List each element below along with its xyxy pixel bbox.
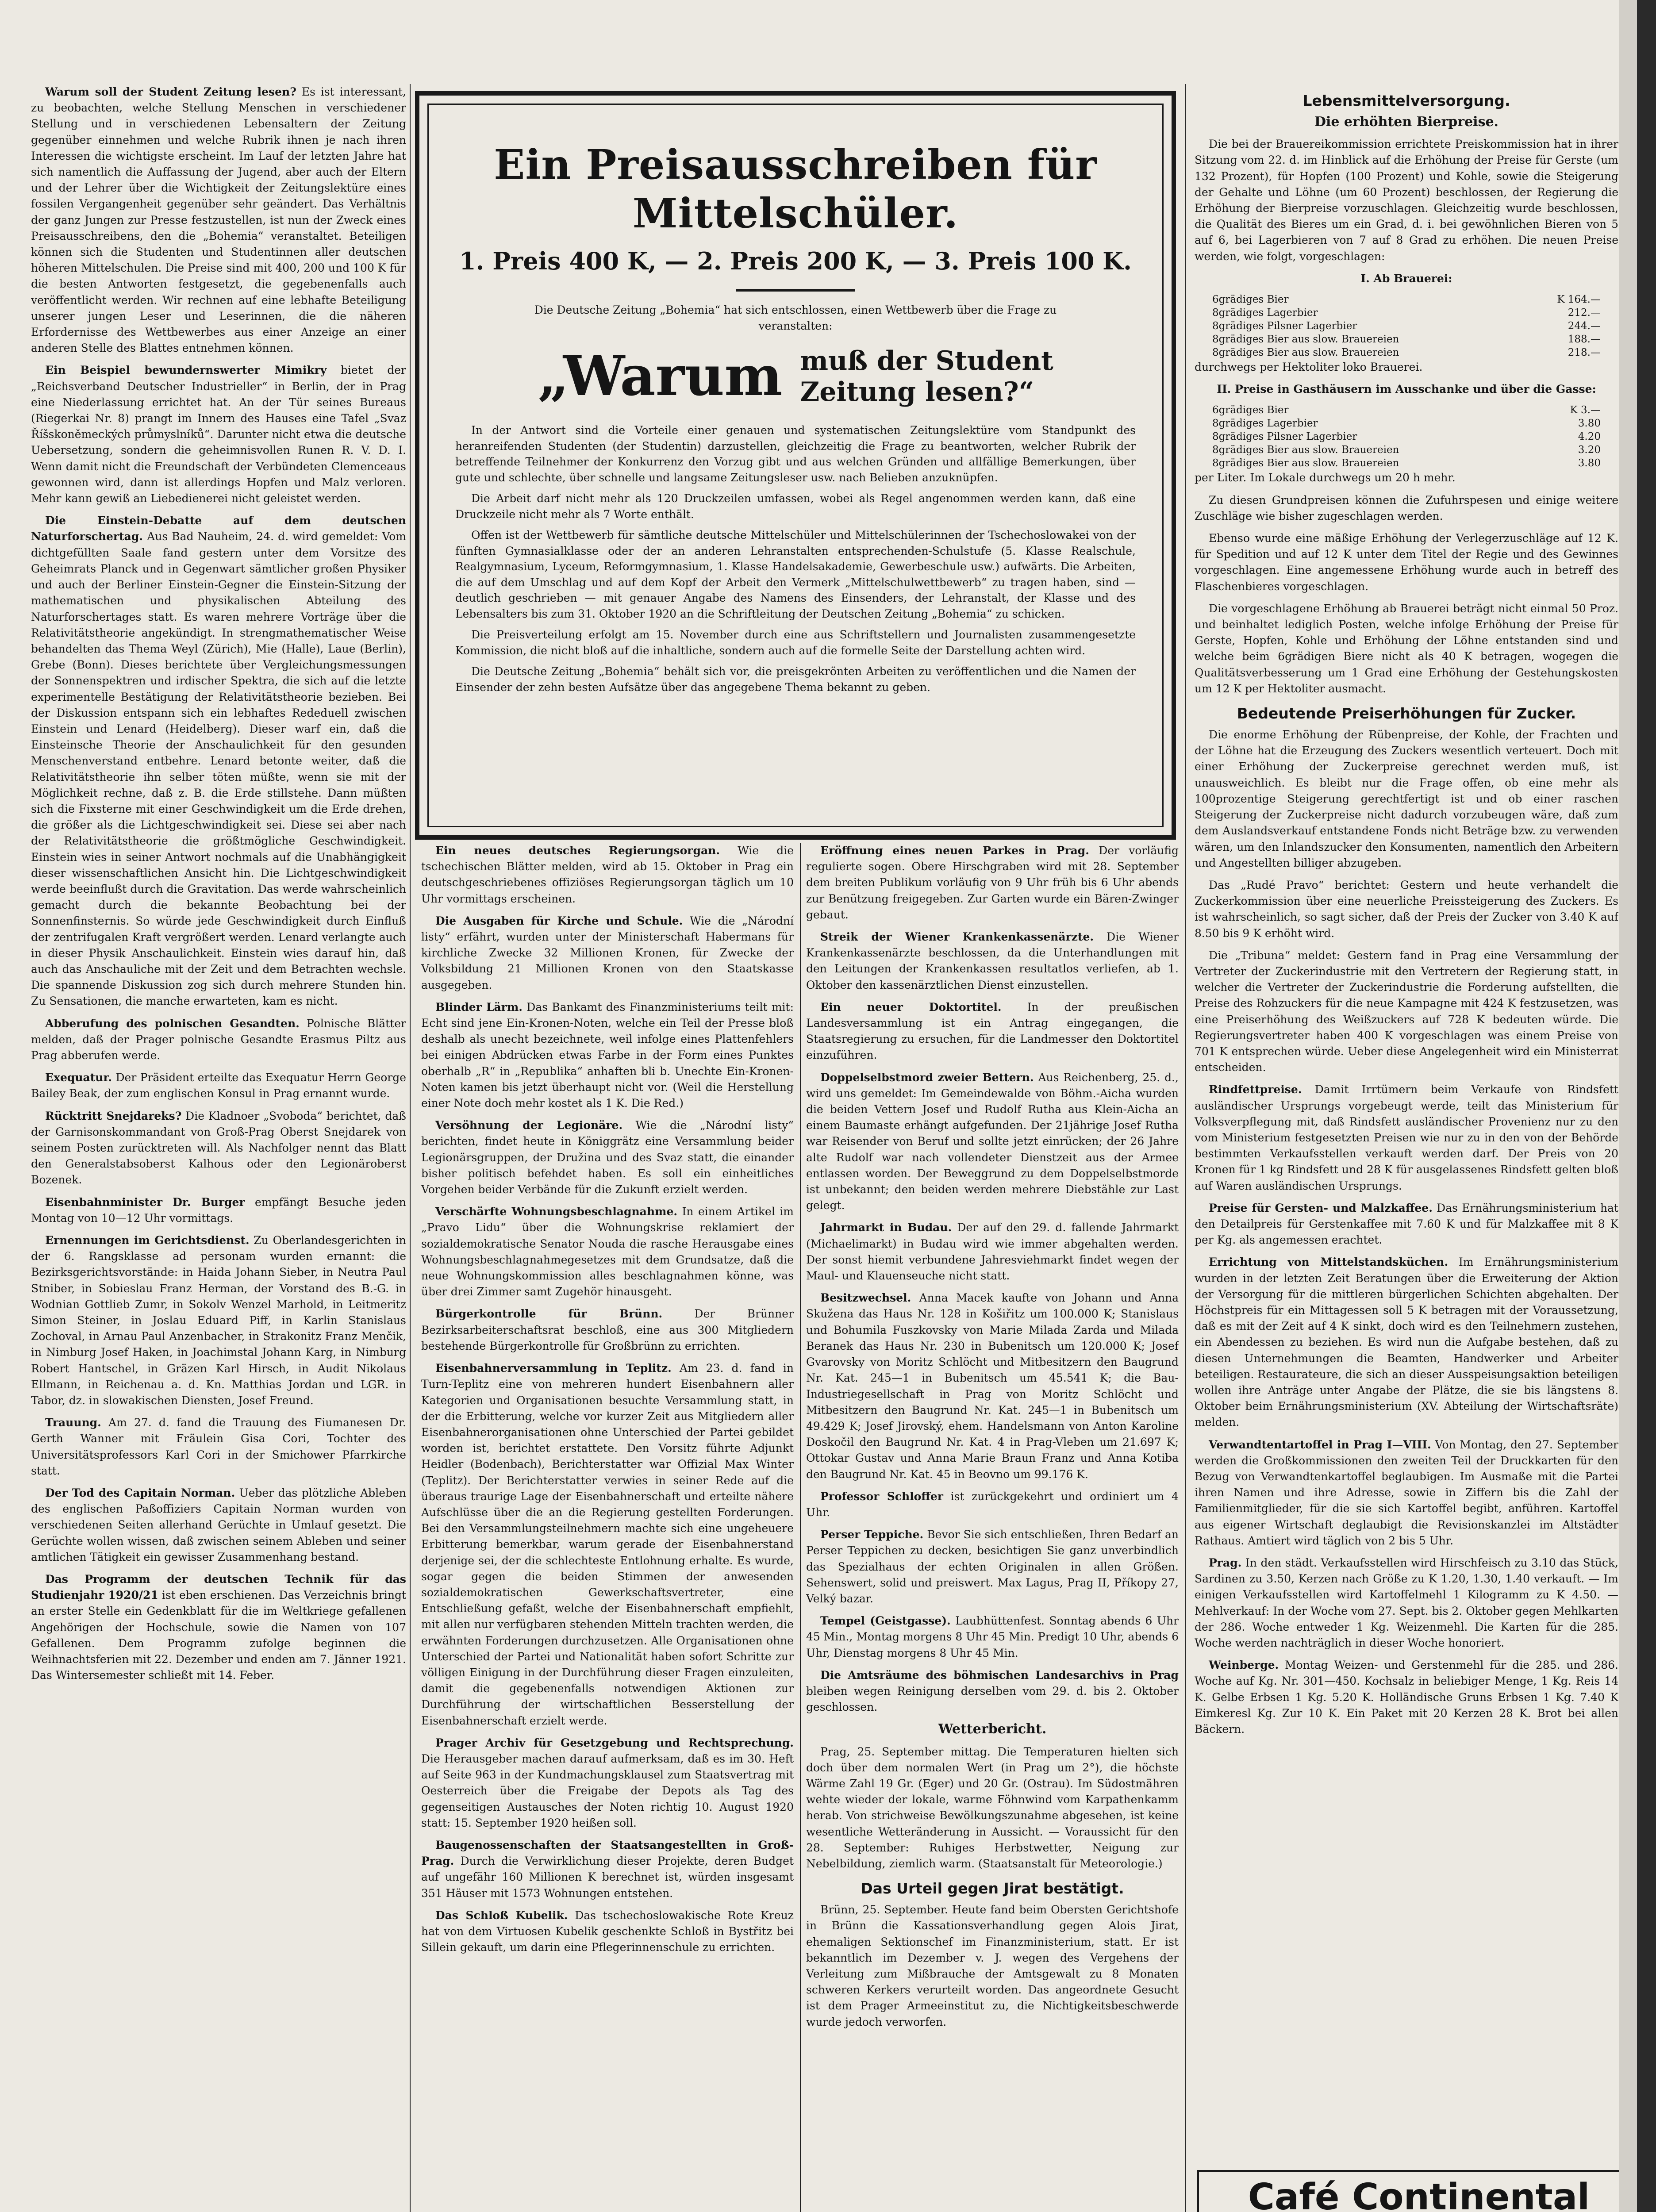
notice-temple: Tempel (Geistgasse). Laubhüttenfest. Sonntag abends 6 Uhr 45 Min., Montag morgens 8 Uhr 45 Min. Predigt 10 Uhr, abends 6 Uhr, Dienstag morgens 8 Uhr 45 Min. xyxy=(806,1614,1179,1659)
article-snejdarek: Rücktritt Snejdareks? Die Kladnoer „Svoboda“ berichtet, daß der Garnisonskommandant von Groß-Prag Oberst Snejdarek von seinem Posten zurücktreten will. Als Nachfolger nennt das Blatt den Generalstabsoberst Kalhous oder den Legionäroberst Bozenek. xyxy=(31,1109,406,1187)
left-column xyxy=(31,84,406,2212)
sugar-heading: Bedeutende Preiserhöhungen für Zucker. xyxy=(1237,705,1576,722)
contest-intro: Die Deutsche Zeitung „Bohemia“ hat sich entschlossen, einen Wettbewerb über die Frage zu veranstalten: xyxy=(534,303,1057,332)
article-exequatur: Exequatur. Der Präsident erteilte das Exequatur Herrn George Bailey Beak, der zum englischen Konsul in Prag ernannt wurde. xyxy=(31,1071,406,1100)
scan-border xyxy=(1637,0,1656,2212)
price-value: K 164.— xyxy=(1557,294,1601,306)
article-beef-fat: Rindfettpreise. Damit Irrtümern beim Verkaufe von Rindsfett ausländischer Ursprungs vorgebeugt werde, teilt das Ministerium für Volksverpflegung mit, daß Rindsfett ausländischer Provenienz nur zu den vom Ministerium festgesetzten Preisen wie nur zu in den von der Behörde bestimmten Verkaufsstellen verkauft werden darf. Der Preis von 20 Kronen für 1 kg Rindsfett und 28 K für ausgelassenes Rindsfett gelten bloß auf Waren ausländischen Ursprungs. xyxy=(1195,1083,1618,1192)
brewery-prices-table xyxy=(1195,293,1618,359)
column-divider xyxy=(1185,84,1186,2212)
contest-question-line1: muß der Student xyxy=(800,346,1053,376)
article-student-reading: Warum soll der Student Zeitung lesen? Es ist interessant, zu beobachten, welche Stellung Menschen in verschiedener Stellung und in verschiedenen Lebensaltern der Zeitung gegenüber einnehmen und welche Rubrik ihnen je nach ihren Interessen die wichtigste erscheint. Im Lauf der letzten Jahre hat sich namentlich die Auffassung der Jugend, aber auch der Eltern und der Lehrer über die Wichtigkeit der Zeitungslektüre eines fossilen Vergangenheit gegenüber sehr geändert. Das Verhältnis der ganz Jungen zur Presse festzustellen, ist nun der Zweck eines Preisausschreibens, den die „Bohemia“ veranstaltet. Beteiligen können sich die Studenten und Studentinnen aller deutschen höheren Mittelschulen. Die Preise sind mit 400, 200 und 100 K für die besten Antworten festgesetzt, die gegebenenfalls auch veröffentlicht werden. Wir rechnen auf eine lebhafte Beteiligung unserer jungen Leser und Leserinnen, die die näheren Erfordernisse des Wettbewerbes aus einer Anzeige an einer anderen Stelle des Blattes entnehmen können. xyxy=(31,85,406,355)
tavern-prices-note: per Liter. Im Lokale durchwegs um 20 h mehr. xyxy=(1195,471,1456,484)
article-double-suicide: Doppelselbstmord zweier Bettern. Aus Reichenberg, 25. d., wird uns gemeldet: Im Gemeindewalde von Böhm.-Aicha wurden die beiden Vettern Josef und Rudolf Rutha aus Klein-Aicha an einem Baumaste erhängt aufgefunden. Der 21jährige Josef Rutha war Reisender von Beruf und sollte jetzt einrücken; der 26 Jahre alte Rudolf war nach vollendeter Dienstzeit aus der Armee entlassen worden. Der Beweggrund zu dem Doppelselbstmorde ist unbekannt; den beiden werden mehrere Diebstähle zur Last gelegt. xyxy=(806,1071,1179,1212)
beer-text-2: Zu diesen Grundpreisen können die Zufuhrspesen und einige weitere Zuschläge wie bisher zugeschlagen werden. xyxy=(1195,493,1618,522)
brewery-prices-note: durchwegs per Hektoliter loko Brauerei. xyxy=(1195,361,1423,374)
price-value: 3.80 xyxy=(1578,457,1601,469)
price-value: 212.— xyxy=(1568,307,1601,319)
article-housing-coops: Baugenossenschaften der Staatsangestellten in Groß-Prag. Durch die Verwirklichung dieser Projekte, deren Budget auf ungefähr 160 Millionen K berechnet ist, würden insgesamt 351 Häuser mit 1573 Wohnungen entstehen. xyxy=(421,1838,794,1900)
price-row xyxy=(1195,319,1618,333)
price-value: 244.— xyxy=(1568,320,1601,332)
beer-text-4: Die vorgeschlagene Erhöhung ab Brauerei beträgt nicht einmal 50 Proz. und beinhaltet lediglich Posten, welche infolge Erhöhung der Preise für Gerste, Hopfen, Kohle und Erhöhung der Löhne entstanden sind und welche beim 6grädigen Biere nicht als 40 K betragen, wogegen die Qualitätsverbesserung um 1 Grad eine Erhöhung der Gestehungskosten um 12 K per Hektoliter ausmacht. xyxy=(1195,602,1618,695)
price-label: 8grädiges Lagerbier xyxy=(1212,418,1318,430)
contest-text-2: Die Arbeit darf nicht mehr als 120 Druckzeilen umfassen, wobei als Regel angenommen werden kann, daß eine Druckzeile nicht mehr als 7 Worte enthält. xyxy=(455,492,1136,521)
contest-separator xyxy=(736,289,855,292)
contest-announcement-box xyxy=(415,91,1176,840)
beer-text-3: Ebenso wurde eine mäßige Erhöhung der Verlegerzuschläge auf 12 K. für Spedition und auf 12 K unter dem Titel der Regie und des Gewinnes vorgeschlagen. Eine angemessene Erhöhung wurde auch in betreff des Flaschenbieres vorgeschlagen. xyxy=(1195,532,1618,593)
contest-title: Ein Preisausschreiben für Mittelschüler. xyxy=(494,141,1097,237)
price-row xyxy=(1195,333,1618,346)
right-column xyxy=(1195,84,1618,2163)
sugar-text-1: Die enorme Erhöhung der Rübenpreise, der Kohle, der Frachten und der Löhne hat die Erzeugung des Zuckers wesentlich verteuert. Doch mit einer Erhöhung der Zuckerpreise gerechnet werden muß, ist unausweichlich. Es bleibt nur die Frage offen, ob eine mehr als 100prozentige Steigerung gerechtfertigt ist und ob einer raschen Steigerung der Zuckerpreise nicht dadurch vorzubeugen wäre, daß zum dem Auslandsverkauf entstandene Fonds nicht Beträge bzw. zu verwenden wären, um den Inlandszucker den Konsumenten, namentlich den Arbeitern und Angestellten billiger abzugeben. xyxy=(1195,728,1618,869)
weather-heading: Wetterbericht. xyxy=(938,1721,1047,1737)
price-row xyxy=(1195,457,1618,470)
article-kubelik-castle: Das Schloß Kubelik. Das tschechoslowakische Rote Kreuz hat von dem Virtuosen Kubelik geschenkte Schloß in Bystřitz bei Sillein gekauft, um darin eine Pflegerinnenschule zu errichten. xyxy=(421,1909,794,1954)
cafe-continental-ad xyxy=(1197,2170,1641,2212)
price-label: 8grädiges Lagerbier xyxy=(1212,307,1318,319)
price-value: 188.— xyxy=(1568,334,1601,346)
article-prague-shops: Prag. In den städt. Verkaufsstellen wird Hirschfeisch zu 3.10 das Stück, Sardinen zu 3.50, Kerzen nach Größe zu K 1.20, 1.30, 1.40 verkauft. — Im einigen Verkaufsstellen wird Kartoffelmehl 1 Kilogramm zu K 4.50. — Mehlverkauf: In der Woche vom 27. Sept. bis 2. Oktober gegen Mehlkarten der 286. Woche entweder 1 Kg. Weizenmehl. Die Karten für die 285. Woche werden nachträglich in dieser Woche honoriert. xyxy=(1195,1556,1618,1650)
column-divider xyxy=(800,843,801,2212)
tavern-prices-title: II. Preise in Gasthäusern im Ausschanke und über die Gasse: xyxy=(1217,383,1596,396)
column-divider xyxy=(410,84,411,2212)
article-fair-budau: Jahrmarkt in Budau. Der auf den 29. d. fallende Jahrmarkt (Michaelimarkt) in Budau wird wie immer abgehalten werden. Der sonst hiemit verbundene Jahresviehmarkt findet wegen der Maul- und Klauenseuche nicht statt. xyxy=(806,1221,1179,1283)
price-row xyxy=(1195,346,1618,359)
article-housing: Verschärfte Wohnungsbeschlagnahme. In einem Artikel im „Pravo Lidu“ über die Wohnungskrise reklamiert der sozialdemokratische Senator Nouda die rasche Herausgabe eines Wohnungsbeschlagnahmegesetzes mit dem Grundsatze, daß die neue Wohnungskommission alles beschlagnahmen könne, was über drei Zimmer samt Zugehör hinausgeht. xyxy=(421,1205,794,1298)
notice-prof-schloffer: Professor Schloffer ist zurückgekehrt und ordiniert um 4 Uhr. xyxy=(806,1490,1179,1519)
article-capt-norman: Der Tod des Capitain Norman. Ueber das plötzliche Ableben des englischen Paßoffiziers Capitain Norman wurden von verschiedenen Seiten allerhand Gerüchte in Umlauf gesetzt. Die Gerüchte wollen wissen, daß zwischen seinem Ableben und seiner amtlichen Tätigkeit ein gewisser Zusammenhang bestand. xyxy=(31,1486,406,1563)
price-label: 8grädiges Bier aus slow. Brauereien xyxy=(1212,334,1399,346)
price-row xyxy=(1195,430,1618,443)
jirat-verdict-heading: Das Urteil gegen Jirat bestätigt. xyxy=(861,1880,1124,1897)
article-burger: Eisenbahnminister Dr. Burger empfängt Besuche jeden Montag von 10—12 Uhr vormittags. xyxy=(31,1195,406,1225)
price-row xyxy=(1195,306,1618,319)
price-row xyxy=(1195,443,1618,457)
article-legionnaires: Versöhnung der Legionäre. Wie die „Národní listy“ berichten, findet heute in Königgrätz eine Versammlung beider Legionärsgruppen, der Družina und des Svaz statt, die einander bisher politisch befehdet haben. Es soll ein einheitliches Vorgehen beider Verbände für die Zukunft erzielt werden. xyxy=(421,1119,794,1196)
article-government-organ: Ein neues deutsches Regierungsorgan. Wie die tschechischen Blätter melden, wird ab 15. Oktober in Prag ein deutschgeschriebenes offiziöses Regierungsorgan täglich um 10 Uhr vormittags erscheinen. xyxy=(421,844,794,905)
price-value: 218.— xyxy=(1568,347,1601,359)
contest-text-5: Die Deutsche Zeitung „Bohemia“ behält sich vor, die preisgekrönten Arbeiten zu veröffentlichen und die Namen der Einsender der zehn besten Aufsätze über das angegebene Thema bekannt zu geben. xyxy=(455,665,1136,694)
price-row xyxy=(1195,293,1618,306)
sugar-text-2: Das „Rudé Pravo“ berichtet: Gestern und heute verhandelt die Zuckerkommission über eine neuerliche Preissteigerung des Zuckers. Es ist wahrscheinlich, so sagt sicher, daß der Preis der Zucker von 3.40 K auf 8.50 bis 9 K erhöht wird. xyxy=(1195,878,1618,940)
article-einstein-debate: Die Einstein-Debatte auf dem deutschen Naturforschertag. Aus Bad Nauheim, 24. d. wird gemeldet: Vom dichtgefüllten Saale fand gestern unter dem Vorsitze des Geheimrats Planck und in Gegenwart sämtlicher großen Physiker und auch der Berliner Einstein-Gegner die Einstein-Sitzung der mathematischen und physikalischen Abteilung des Naturforschertages statt. Es waren mehrere Vorträge über die Relativitätstheorie angekündigt. In strengmathematischer Weise behandelten das Thema Weyl (Zürich), Mie (Halle), Laue (Berlin), Grebe (Bonn). Dieses berichtete über Vergleichungsmessungen der Sonnenspektren und irdischer Spektra, die sich auf die letzte experimentelle Bestätigung der Relativitätstheorie bezieben. Bei der Diskussion entspann sich ein lebhaftes Rededuell zwischen Einstein und Lenard (Heidelberg). Dieser warf ein, daß die Einsteinsche Theorie der Anschaulichkeit für den gesunden Menschenverstand entbehre. Lenard betonte weiter, daß die Relativitätstheorie ihn selber töten müßte, wenn sie mit der Möglichkeit rechne, daß z. B. die Erde stillstehe. Dann müßten sich die Fixsterne mit einer Geschwindigkeit um die Erde drehen, die größer als die Lichtgeschwindigkeit sei. Diese sei aber nach der Relativitätstheorie die größtmögliche Geschwindigkeit. Einstein wies in seiner Antwort nochmals auf die Unabhängigkeit dieser wissenschaftlichen Ansicht hin. Die Lichtgeschwindigkeit werde beeinflußt durch die Gravitation. Das werde wahrscheinlich gemacht durch die bekannte Beobachtung bei der Sonnenfinsternis. So würde jede Geschwindigkeit durch Einfluß der zentrifugalen Kraft vergrößert werden. Lenard verlangte auch in dieser Physik Anschaulichkeit. Einstein wies darauf hin, daß auch das Anschauliche mit der Zeit und dem Betrachten wechsle. Die spannende Diskussion zog sich durch mehrere Stunden hin. Zu Sensationen, die manche erwarteten, kam es nicht. xyxy=(31,514,406,1008)
contest-question-warum: „Warum xyxy=(538,344,783,408)
article-technik-program: Das Programm der deutschen Technik für das Studienjahr 1920/21 ist eben erschienen. Das Verzeichnis bringt an erster Stelle ein Gedenkblatt für die im Weltkriege gefallenen Angehörigen der Hochschule, sowie die Namen von 107 Gefallenen. Dem Programm zufolge beginnen die Weihnachtsferien mit 22. Dezember und enden am 7. Jänner 1921. Das Wintersemester schließt mit 14. Feber. xyxy=(31,1573,406,1682)
beer-intro: Die bei der Brauereikommission errichtete Preiskommission hat in ihrer Sitzung vom 22. d. im Hinblick auf die Erhöhung der Preise für Gerste (um 132 Prozent), für Hopfen (100 Prozent) und Kohle, sowie die Steigerung der Gehalte und Löhne (um 60 Prozent) beschlossen, der Regierung die Erhöhung der Bierpreise vorzuschlagen. Gleichzeitig wurde beschlossen, die Qualität des Bieres um ein Grad, d. i. bei gewöhnlichen Bieren von 5 auf 6, bei Lagerbieren von 7 auf 8 Grad zu erhöhen. Die neuen Preise werden, wie folgt, vorgeschlagen: xyxy=(1195,138,1618,263)
price-row xyxy=(1195,417,1618,430)
price-label: 6grädiges Bier xyxy=(1212,294,1289,306)
article-wedding: Trauung. Am 27. d. fand die Trauung des Fiumanesen Dr. Gerth Wanner mit Fräulein Gisa Cori, Tochter des Universitätsprofessors Karl Cori in der Smichower Pfarrkirche statt. xyxy=(31,1416,406,1477)
article-church-school: Die Ausgaben für Kirche und Schule. Wie die „Národní listy“ erfährt, wurden unter der Ministerschaft Habermans für kirchliche Zwecke 32 Millionen Kronen, für Zwecke der Volksbildung 21 Millionen Kronen von den Staatskasse ausgegeben. xyxy=(421,914,794,991)
contest-prizes: 1. Preis 400 K, — 2. Preis 200 K, — 3. Preis 100 K. xyxy=(459,247,1132,275)
price-label: 6grädiges Bier xyxy=(1212,404,1289,416)
contest-text-4: Die Preisverteilung erfolgt am 15. November durch eine aus Schriftstellern und Journalisten zusammengesetzte Kommission, die nicht bloß auf die inhaltliche, sondern auch auf die formelle Seite der Darstellung achten wird. xyxy=(455,628,1136,657)
article-mimikry: Ein Beispiel bewundernswerter Mimikry bietet der „Reichsverband Deutscher Industrieller“ in Berlin, der in Prag eine Niederlassung errichtet hat. An der Tür seines Bureaus (Riegerkai Nr. 8) prangt im Innern des Hauses eine Tafel „Svaz Říšskoněmeckých průmyslníků“. Darunter nicht etwa die deutsche Uebersetzung, sondern die geheimnisvollen Runen R. V. D. I. Wenn damit nicht die Freundschaft der Verbündeten Clemenceaus gewonnen wird, dann ist allerdings Hopfen und Malz verloren. Mehr kann gewiß an Liebedienerei nicht geleistet werden. xyxy=(31,364,406,505)
price-value: 3.80 xyxy=(1578,418,1601,430)
article-vienna-doctors: Streik der Wiener Krankenkassenärzte. Die Wiener Krankenkassenärzte beschlossen, da die Unterhandlungen mit den Leitungen der Krankenkassen resultatlos verliefen, ab 1. Oktober den kassenärztlichen Dienst einzustellen. xyxy=(806,930,1179,991)
article-blind-alarm: Blinder Lärm. Das Bankamt des Finanzministeriums teilt mit: Echt sind jene Ein-Kronen-Noten, welche ein Teil der Presse bloß deshalb als unecht bezeichnete, weil infolge eines Plattenfehlers bei einigen Abdrücken etwas Farbe in der Form eines Punktes oberhalb „R“ in „Republika“ anhaften bli b. Unechte Ein-Kronen-Noten kamen bis jetzt überhaupt nicht vor. (Weil die Herstellung einer Note doch mehr kostet als 1 K. Die Red.) xyxy=(421,1000,794,1110)
tavern-prices-table xyxy=(1195,403,1618,470)
middle-right-column xyxy=(806,843,1179,2212)
price-row xyxy=(1195,403,1618,417)
article-doctor-title: Ein neuer Doktortitel. In der preußischen Landesversammlung ist ein Antrag eingegangen, die Staatsregierung zu ersuchen, für die Landmesser den Doktortitel einzuführen. xyxy=(806,1000,1179,1062)
contest-text-1: In der Antwort sind die Vorteile einer genauen und systematischen Zeitungslektüre vom Standpunkt des heranreifenden Studenten (der Studentin) darzustellen, gleichzeitig die Frage zu beantworten, welcher Rubrik der betreffende Teilnehmer der Konkurrenz den Vorzug gibt und aus welchen Gründen und allfällige Bemerkungen, über gute und schlechte, über schnelle und langsame Zeitungsleser usw. nach Belieben anzuknüpfen. xyxy=(455,424,1136,484)
price-value: 4.20 xyxy=(1578,431,1601,443)
article-polish-envoy: Abberufung des polnischen Gesandten. Polnische Blätter melden, daß der Prager polnische Gesandte Erasmus Piltz aus Prag abberufen werde. xyxy=(31,1017,406,1062)
article-legal-archive: Prager Archiv für Gesetzgebung und Rechtsprechung. Die Herausgeber machen darauf aufmerksam, daß es im 30. Heft auf Seite 963 in der Kundmachungsklausel zum Staatsvertrag mit Oesterreich über die Freigabe der Depots als Tag des gegenseitigen Austausches der Noten richtig 10. August 1920 statt: 15. September 1920 heißen soll. xyxy=(421,1736,794,1829)
ad-cafe-name: Café Continental xyxy=(1248,2176,1590,2212)
jirat-verdict-text: Brünn, 25. September. Heute fand beim Obersten Gerichtshofe in Brünn die Kassationsverhandlung gegen Alois Jirat, ehemaligen Sektionschef im Finanzministerium, statt. Er ist bekanntlich im Dezember v. J. wegen des Vergehens der Verleitung zum Mißbrauche der Amtsgewalt zu 8 Monaten schweren Kerkers verurteilt worden. Das angeordnete Gesucht ist dem Prager Armeeinstitut zu, die Nichtigkeitsbeschwerde wurde jedoch verworfen. xyxy=(806,1903,1179,2028)
contest-inner-frame xyxy=(427,104,1164,827)
price-label: 8grädiges Pilsner Lagerbier xyxy=(1212,431,1357,443)
article-new-park: Eröffnung eines neuen Parkes in Prag. Der vorläufig regulierte sogen. Obere Hirschgraben wird mit 28. September dem breiten Publikum vorläufig von 9 Uhr früh bis 6 Uhr abends zur Benützung freigegeben. Zur Garten wurde ein Bären-Zwinger gebaut. xyxy=(806,844,1179,921)
contest-body xyxy=(455,422,1136,695)
notice-persian-carpets: Perser Teppiche. Bevor Sie sich entschließen, Ihren Bedarf an Perser Teppichen zu decken, besichtigen Sie ganz unverbindlich das Spezialhaus der echten Originalen in allen Größen. Sehenswert, solid und preiswert. Max Lagus, Prag II, Příkopy 27, Velký bazar. xyxy=(806,1528,1179,1605)
price-label: 8grädiges Bier aus slow. Brauereien xyxy=(1212,444,1399,456)
article-weinberge: Weinberge. Montag Weizen- und Gerstenmehl für die 285. und 286. Woche auf Kg. Nr. 301—450. Kochsalz in beliebiger Menge, 1 Kg. Reis 14 K. Gelbe Erbsen 1 Kg. 5.20 K. Holländische Gruns Erbsen 1 Kg. 7.40 K Eimkeresl Kg. Zur 10 K. Ein Paket mit 20 Kerzen 28 K. Brot bei allen Bäckern. xyxy=(1195,1659,1618,1736)
article-court-appointments: Ernennungen im Gerichtsdienst. Zu Oberlandesgerichten in der 6. Rangsklasse ad personam wurden ernannt: die Bezirksgerichtsvorstände: in Haida Johann Sieber, in Neutra Paul Stniber, in Sobieslau Franz Herman, der Vorstand des B.-G. in Wodnian Gottlieb Zumr, in Sokolv Wenzel Marhold, in Leitmeritz Simon Steiner, in Joslau Eduard Piff, in Karlin Stanislaus Zochoval, in Arnau Paul Anzenbacher, in Strakonitz Franz Menčik, in Nimburg Josef Haken, in Joachimstal Johann Karg, in Nimburg Robert Hantschel, in Gräzen Karl Hirsch, in Audit Nikolaus Ellmann, in Reichenau a. d. Kn. Matthias Jordan und LGR. in Tabor, dz. in slowakischen Diensten, Josef Freund. xyxy=(31,1234,406,1407)
price-label: 8grädiges Pilsner Lagerbier xyxy=(1212,320,1357,332)
contest-question-rest xyxy=(800,346,1053,407)
food-supply-heading: Lebensmittelversorgung. xyxy=(1303,92,1510,109)
middle-left-column xyxy=(421,843,794,2212)
price-value: K 3.— xyxy=(1570,404,1601,416)
brewery-prices-title: I. Ab Brauerei: xyxy=(1360,272,1452,285)
weather-report: Prag, 25. September mittag. Die Temperaturen hielten sich doch über dem normalen Wert (in Prag um 2°), die höchste Wärme Zahl 19 Gr. (Eger) und 20 Gr. (Ostrau). Im Südostmähren wehte wieder der lokale, warme Föhnwind vom Karpathenkamm herab. Von strichweise Bewölkungszunahme abgesehen, ist keine wesentliche Wetteränderung in Aussicht. — Voraussicht für den 28. September: Ruhiges Herbstwetter, Neigung zur Nebelbildung, ziemlich warm. (Staatsanstalt für Meteorologie.) xyxy=(806,1745,1179,1870)
contest-question xyxy=(455,346,1136,407)
page-edge-shadow xyxy=(1619,0,1637,2212)
article-brno-control: Bürgerkontrolle für Brünn. Der Brünner Bezirksarbeiterschaftsrat beschloß, eine aus 300 Mitgliedern bestehende Bürgerkontrolle für Großbrünn zu errichten. xyxy=(421,1307,794,1352)
price-label: 8grädiges Bier aus slow. Brauereien xyxy=(1212,457,1399,469)
price-value: 3.20 xyxy=(1578,444,1601,456)
article-railway-meeting: Eisenbahnerversammlung in Teplitz. Am 23. d. fand in Turn-Teplitz eine von mehreren hundert Eisenbahnern aller Kategorien und Organisationen besuchte Versammlung statt, in der die Erbitterung, welche vor kurzer Zeit aus Mitgliedern aller Eisenbahnerorganisationen ohne Unterschied der Partei gebildet worden ist, berichtet erstattete. Den Vorsitz führte Adjunkt Heidler (Bodenbach), Berichterstatter war Offizial Max Winter (Teplitz). Der Berichterstatter verwies in seiner Rede auf die überaus traurige Lage der Eisenbahnerschaft und erteilte nähere Aufschlüsse über die an die Regierung gestellten Forderungen. Bei den Versammlungsteilnehmern machte sich eine ungeheuere Erbitterung bemerkbar, warum gerade der Eisenbahnerstand derjenige sei, der die schlechteste Entlohnung erhalte. Es wurde, sogar gegen die beiden Stimmen der anwesenden sozialdemokratischen Gewerkschaftsvertreter, eine Entschließung gefaßt, welche der Eisenbahnerschaft empfiehlt, mit allen nur verfügbaren stehenden Mitteln trachten werden, die erwähnten Forderungen durchzusetzen. Alle Organisationen ohne Unterschied der Partei und Nationalität haben sofort Schritte zur völligen Einigung in der Durchführung dieser Fragen einzuleiten, damit die gegebenenfalls notwendigen Aktionen zur Durchführung der wirtschaftlichen Besserstellung der Eisenbahnerschaft erzielt werde. xyxy=(421,1362,794,1727)
contest-text-3: Offen ist der Wettbewerb für sämtliche deutsche Mittelschüler und Mittelschülerinnen der Tschechoslowakei von der fünften Gymnasialklasse oder der an anderen Lehranstalten entsprechenden-Schulstufe (5. Klasse Realschule, Realgymnasium, Lyceum, Reformgymnasium, 1. Klasse Handelsakademie, Gewerbeschule usw.) aufwärts. Die Arbeiten, die auf dem Umschlag und auf dem Kopf der Arbeit den Vermerk „Mittelschulwettbewerb“ zu tragen haben, sind — deutlich geschrieben — mit genauer Angabe des Namens des Einsenders, der Lehranstalt, der Klasse und des Lebensalters bis zum 31. Oktober 1920 an die Schriftleitung der Deutschen Zeitung „Bohemia“ zu schicken. xyxy=(455,529,1136,620)
article-middle-class-kitchens: Errichtung von Mittelstandsküchen. Im Ernährungsministerium wurden in der letzten Zeit Beratungen über die Erweiterung der Aktion der Versorgung für die mittleren bürgerlichen Schichten abgehalten. Der Höchstpreis für ein Mittagessen soll 5 K betragen mit der Voraussetzung, daß es mit der Zeit auf 4 K sinkt, doch wird es den Teilnehmern zustehen, ein Abendessen zu beziehen. Es wird nun die Aufgabe bestehen, daß zu diesen Unternehmungen die Beamten, Handwerker und Arbeiter beteiligen. Restaurateure, die sich an dieser Ausspeisungsaktion beteiligen wollen ihre Anträge unter Angabe der Plätze, die sie bis längstens 8. Oktober beim Ernährungsministerium (XV. Abteilung der Wirtschaftsräte) melden. xyxy=(1195,1256,1618,1429)
article-coffee-prices: Preise für Gersten- und Malzkaffee. Das Ernährungsministerium hat den Detailpreis für Gerstenkaffee mit 7.60 K und für Malzkaffee mit 8 K per Kg. als angemessen erachtet. xyxy=(1195,1201,1618,1247)
notice-state-archive: Die Amtsräume des böhmischen Landesarchivs in Prag bleiben wegen Reinigung derselben vom 29. d. bis 2. Oktober geschlossen. xyxy=(806,1668,1179,1714)
article-property-change: Besitzwechsel. Anna Macek kaufte von Johann und Anna Skužena das Haus Nr. 128 in Košiřitz um 100.000 K; Stanislaus und Bohumila Fuszkovsky von Marie Milada Zarda und Milada Beranek das Haus Nr. 230 in Bubenitsch um 120.000 K; Josef Gvarovsky von Moritz Schlöcht und Mitbesitzern den Baugrund Nr. Kat. 245—1 in Bubenitsch um 45.541 K; die Bau-Industriegesellschaft in Prag von Moritz Schlöcht und Mitbesitzern den Baugrund Nr. Kat. 245—1 in Bubenitsch um 49.429 K; Josef Jirovský, ehem. Handelsmann von Anton Karoline Doskočil den Baugrund Nr. Kat. 4 in Prag-Vleben um 21.697 K; Ottokar Gustav und Anna Marie Braun Franz und Anna Kotiba den Baugrund Nr. Kat. 45 in Beovno um 99.176 K. xyxy=(806,1291,1179,1481)
sugar-text-3: Die „Tribuna“ meldet: Gestern fand in Prag eine Versammlung der Vertreter der Zuckerindustrie mit den Vertretern der Regierung statt, in welcher die Vertreter der Zuckerindustrie die Forderung aufstellten, die Preise des Rohzuckers für die neue Kampagne mit 424 K festzusetzen, was eine Preiserhöhung des Weißzuckers auf 728 K bedeuten würde. Die Regierungsvertreter haben 400 K vorgeschlagen was einem Preise von 701 K entsprechen würde. Ueber diese Angelegenheit wird ein Ministerrat entscheiden. xyxy=(1195,949,1618,1074)
beer-price-subheading: Die erhöhten Bierpreise. xyxy=(1314,114,1498,130)
contest-question-line2: Zeitung lesen?“ xyxy=(800,376,1034,407)
article-potatoes: Verwandtentartoffel in Prag I—VIII. Von Montag, den 27. September werden die Großkommissionen den zweiten Teil der Druckkarten für den Bezug von Verwandtenkartoffel beglaubigen. Im Ausmaße mit die Partei ihren Namen und ihre Adresse, sowie in Ziffern bis die Zahl der Familienmitglieder, für die sie sich Kartoffel begibt, anführen. Kartoffel aus eigener Wirtschaft deglaubigt die Revisionskanzlei im Altstädter Rathaus. Amtiert wird täglich von 2 bis 5 Uhr. xyxy=(1195,1438,1618,1547)
price-label: 8grädiges Bier aus slow. Brauereien xyxy=(1212,347,1399,359)
